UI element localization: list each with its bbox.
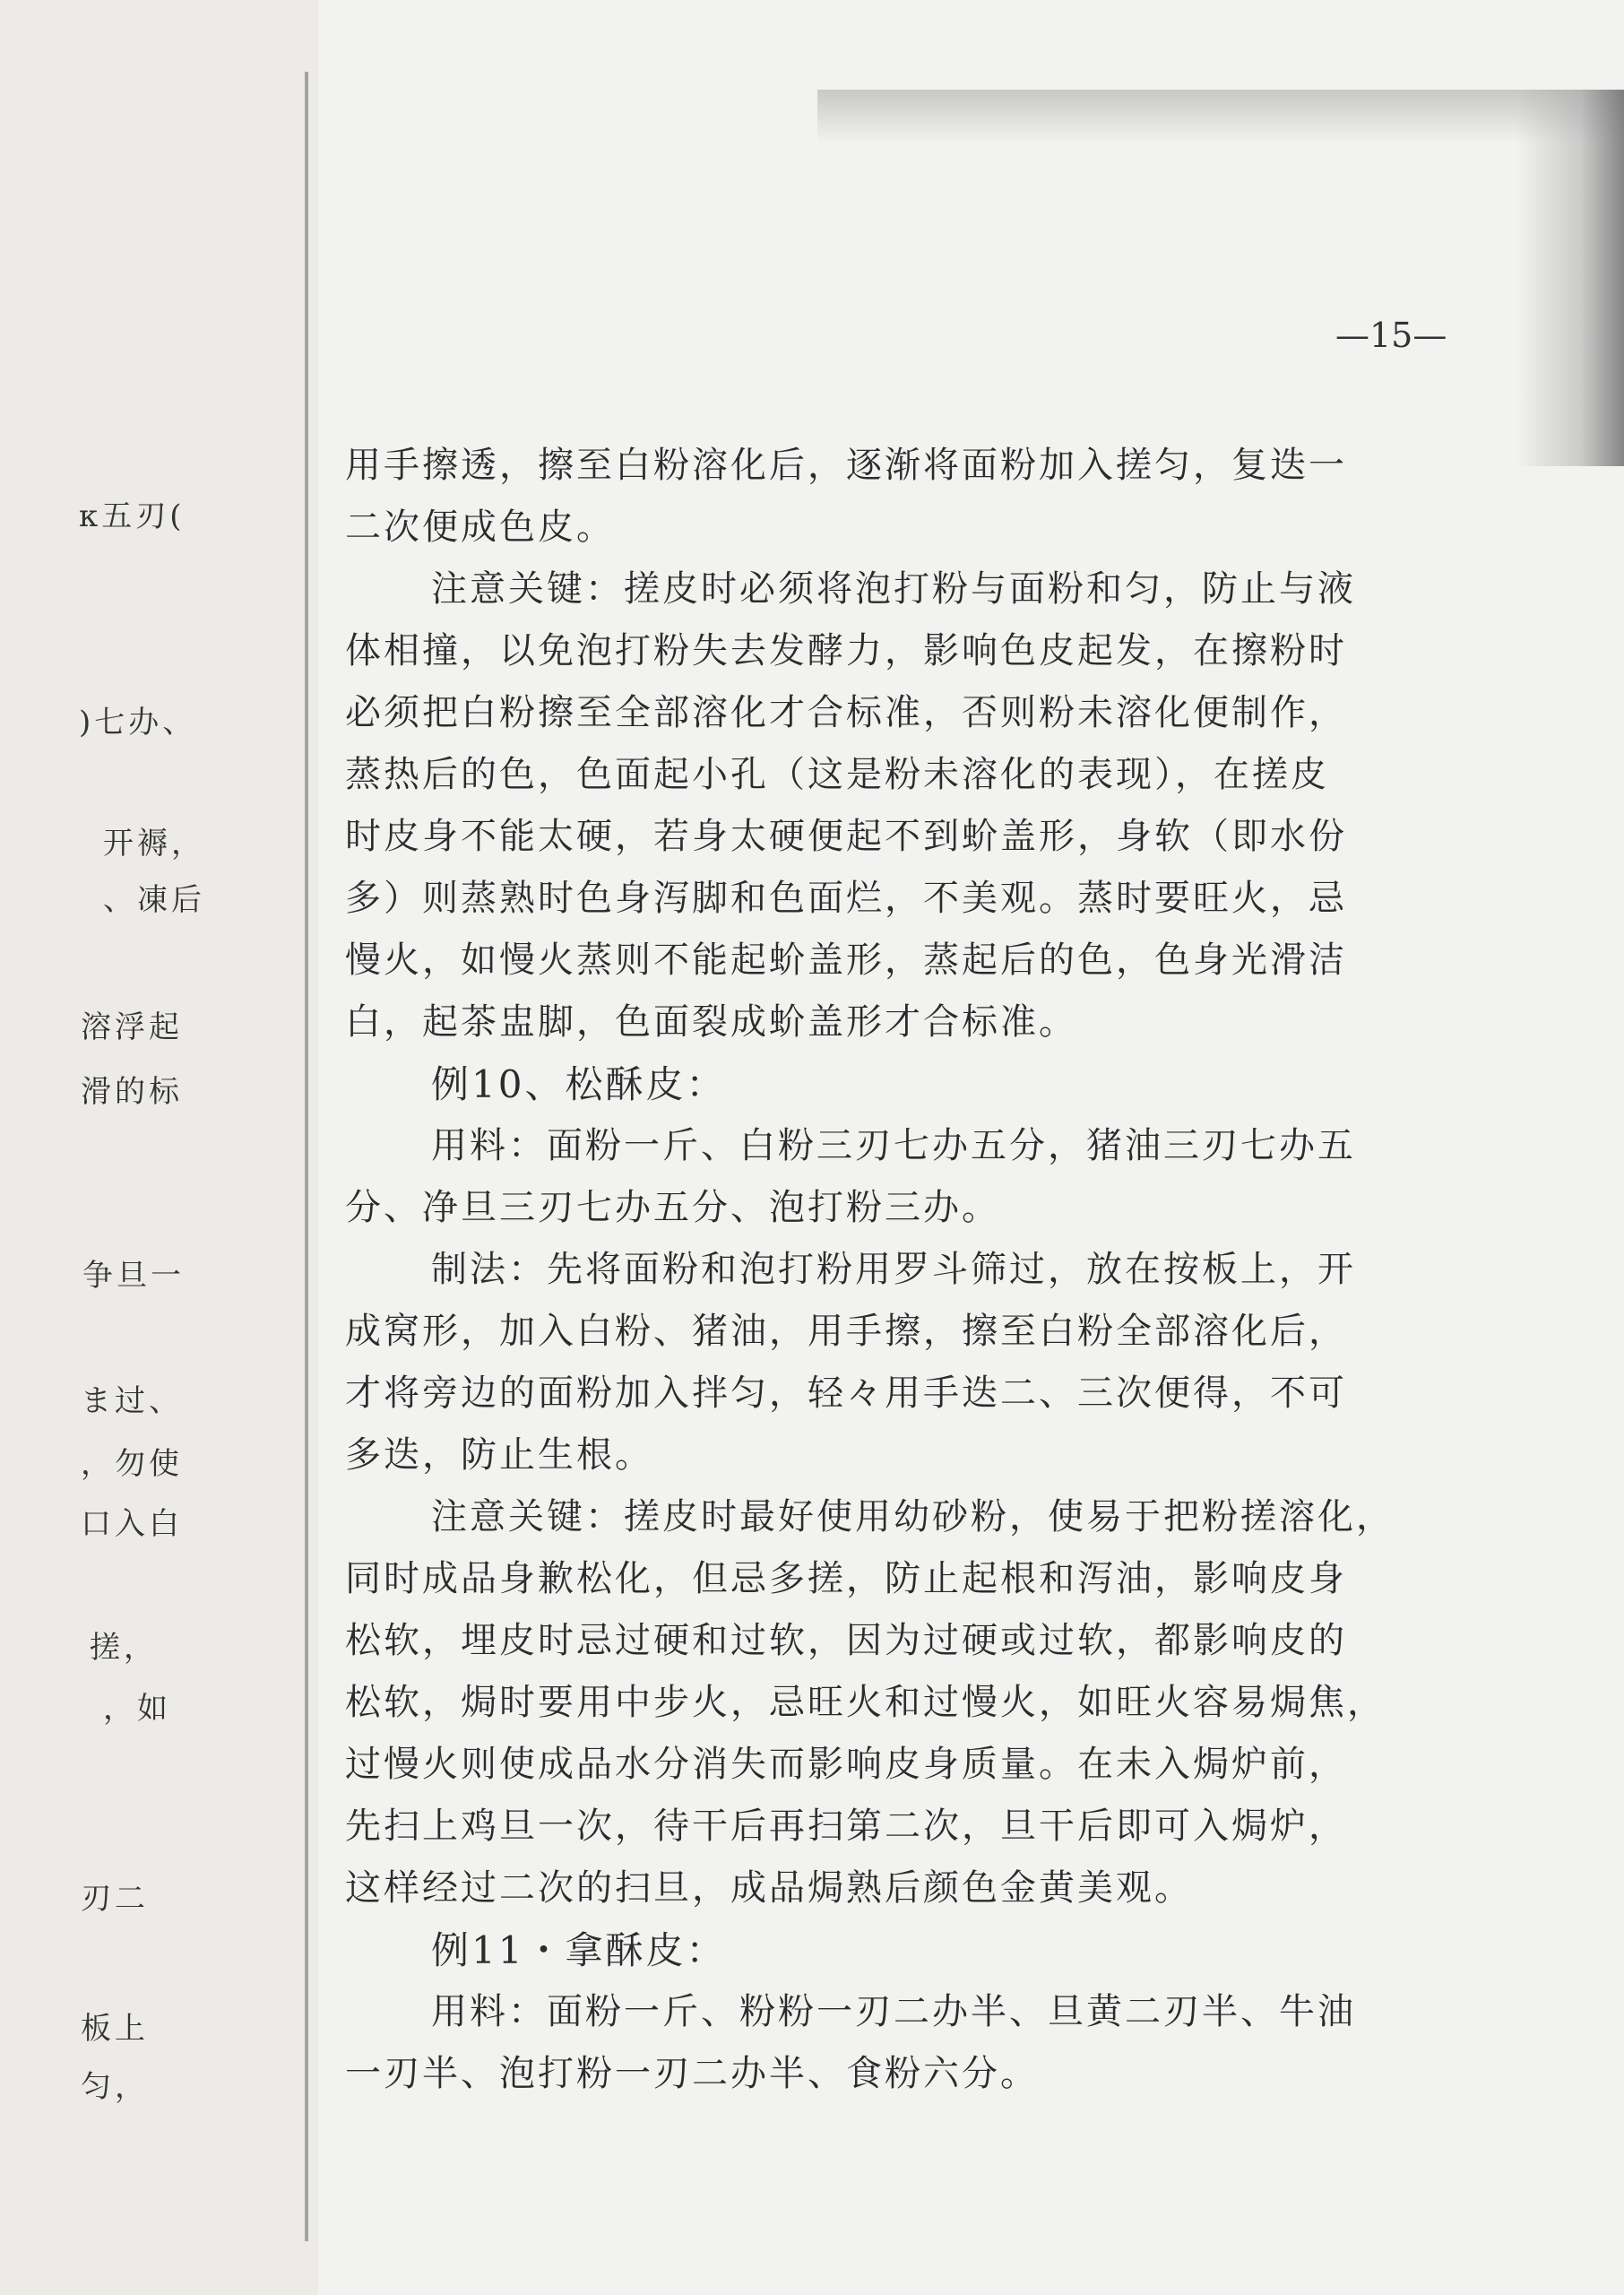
text-line: 蒸热后的色，色面起小孔（这是粉未溶化的表现），在搓皮 xyxy=(345,754,1329,795)
text-line: 体相撞，以免泡打粉失去发酵力，影响色皮起发，在擦粉时 xyxy=(345,630,1347,671)
text-line: 才将旁边的面粉加入拌匀，轻々用手迭二、三次便得，不可 xyxy=(345,1373,1347,1414)
text-line: 过慢火则使成品水分消失而影响皮身质量。在未入焗炉前， xyxy=(345,1744,1347,1785)
left-fragment: ま过、 xyxy=(81,1383,183,1419)
left-fragment: 争旦一 xyxy=(82,1258,185,1294)
text-line: 先扫上鸡旦一次，待干后再扫第二次，旦干后即可入焗炉， xyxy=(345,1806,1347,1847)
text-line: 二次便成色皮。 xyxy=(345,507,615,548)
scan-shadow-top xyxy=(817,90,1624,143)
text-line: 一刃半、泡打粉一刃二办半、食粉六分。 xyxy=(345,2053,1039,2094)
page-body xyxy=(345,435,1474,2105)
text-line: 同时成品身歉松化，但忌多搓，防止起根和泻油，影响皮身 xyxy=(345,1558,1347,1599)
text-line: 必须把白粉擦至全部溶化才合标准，否则粉未溶化便制作， xyxy=(345,692,1347,733)
text-line: 多迭，防止生根。 xyxy=(345,1434,653,1476)
left-fragment: 搓， xyxy=(90,1630,158,1666)
left-fragment: 匀， xyxy=(81,2069,149,2105)
section-heading: 例11・拿酥皮： xyxy=(431,1928,727,1972)
left-fragment: )七办、 xyxy=(79,705,197,740)
text-line: 用料：面粉一斤、白粉三刃七办五分，猪油三刃七办五 xyxy=(431,1125,1356,1166)
left-fragment: 溶浮起 xyxy=(81,1009,183,1045)
text-line: 用手擦透，擦至白粉溶化后，逐渐将面粉加入搓匀，复迭一 xyxy=(345,445,1347,486)
left-fragment: 滑的标 xyxy=(81,1074,183,1110)
text-line: 用料：面粉一斤、粉粉一刃二办半、旦黄二刃半、牛油 xyxy=(431,1991,1356,2032)
page-number: —15— xyxy=(1335,316,1447,355)
text-line: 慢火，如慢火蒸则不能起蚧盖形，蒸起后的色，色身光滑洁 xyxy=(345,940,1347,981)
text-line: 白，起茶盅脚，色面裂成蚧盖形才合标准。 xyxy=(345,1001,1077,1043)
text-line: 松软，埋皮时忌过硬和过软，因为过硬或过软，都影响皮的 xyxy=(345,1620,1347,1661)
text-line: 时皮身不能太硬，若身太硬便起不到蚧盖形，身软（即水份 xyxy=(345,816,1347,857)
text-line: 分、净旦三刃七办五分、泡打粉三办。 xyxy=(345,1187,1000,1228)
left-fragment: 刃二 xyxy=(81,1881,149,1917)
left-fragment: 口入白 xyxy=(81,1506,183,1542)
section-heading: 例10、松酥皮： xyxy=(431,1062,727,1106)
text-line: 成窝形，加入白粉、猪油，用手擦，擦至白粉全部溶化后， xyxy=(345,1311,1347,1352)
left-fragment: 开褥， xyxy=(103,826,205,862)
text-line: 松软，焗时要用中步火，忌旺火和过慢火，如旺火容易焗焦， xyxy=(345,1682,1386,1723)
left-fragment: κ五刃( xyxy=(79,498,186,534)
left-fragment: ，勿使 xyxy=(81,1446,183,1482)
previous-page-edge xyxy=(0,0,318,2295)
binding-edge xyxy=(305,72,308,2241)
text-line: 制法：先将面粉和泡打粉用罗斗筛过，放在按板上，开 xyxy=(431,1249,1356,1290)
left-fragment: 、凍后 xyxy=(103,882,205,918)
left-fragment: 板上 xyxy=(81,2011,149,2047)
left-fragment: ，如 xyxy=(103,1691,171,1727)
scan-shadow-right xyxy=(1516,90,1624,466)
text-line: 注意关键：搓皮时必须将泡打粉与面粉和匀，防止与液 xyxy=(431,568,1356,610)
text-line: 多）则蒸熟时色身泻脚和色面烂，不美观。蒸时要旺火，忌 xyxy=(345,878,1347,919)
text-line: 注意关键：搓皮时最好使用幼砂粉，使易于把粉搓溶化， xyxy=(431,1496,1395,1537)
text-line: 这样经过二次的扫旦，成品焗熟后颜色金黄美观。 xyxy=(345,1867,1193,1909)
